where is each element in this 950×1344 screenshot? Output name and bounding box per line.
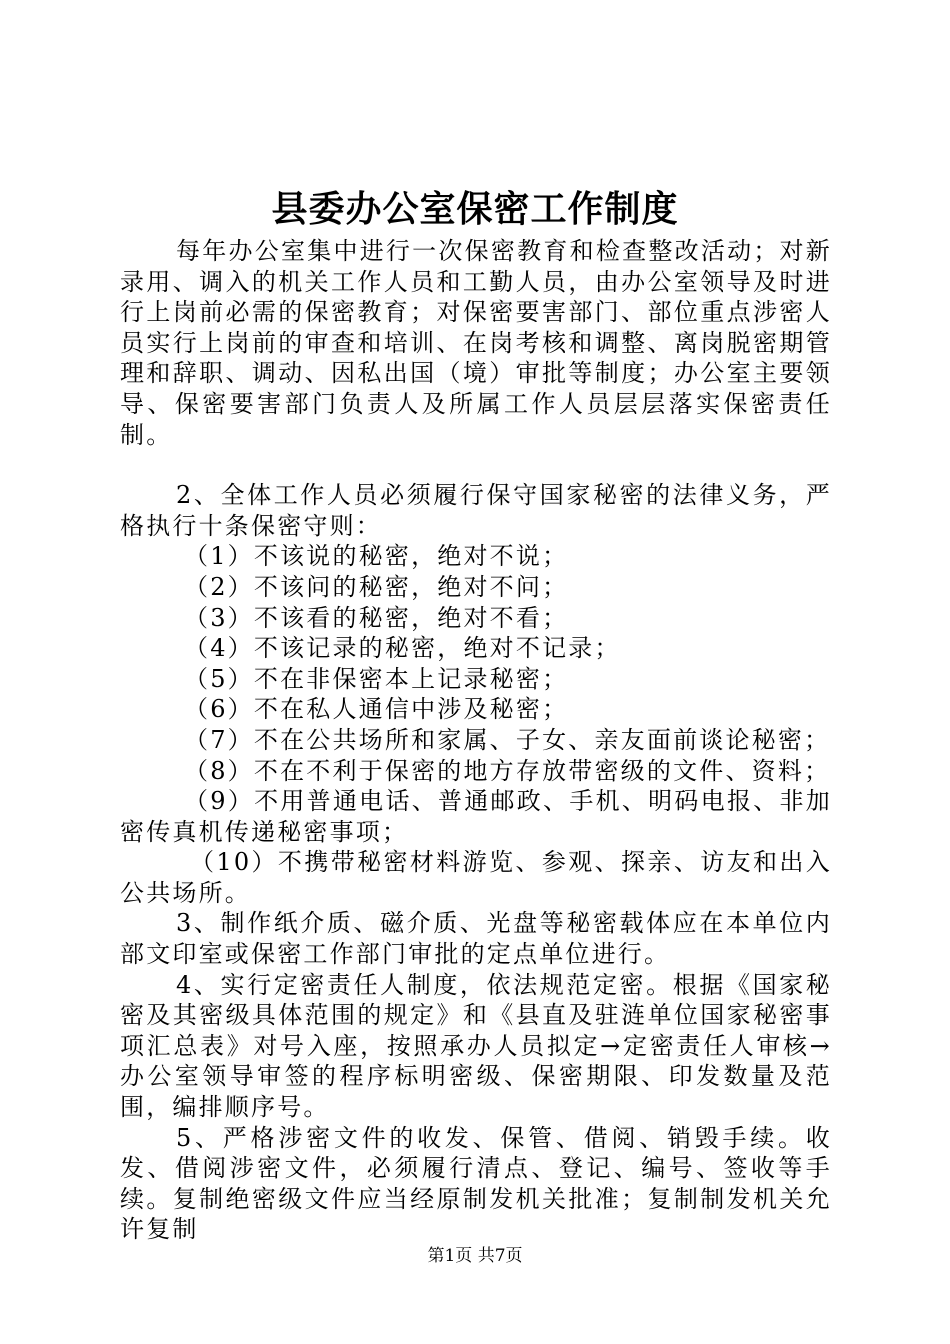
list-item: （6）不在私人通信中涉及秘密；	[184, 695, 569, 724]
paragraph-gap	[120, 450, 832, 480]
paragraph-rule-2: 2、全体工作人员必须履行保守国家秘密的法律义务，严格执行十条保密守则：	[120, 481, 832, 540]
paragraph-intro: 每年办公室集中进行一次保密教育和检查整改活动；对新录用、调入的机关工作人员和工勤人员，由办公室领导及时进行上岗前必需的保密教育；对保密要害部门、部位重点涉密人员实行上岗前的审查和培训、在岗考核和调整、离岗脱密期管理和辞职、调动、因私出国（境）审批等制度；办公室主要领导、保密要害部门负责人及所属工作人员层层落实保密责任制。	[120, 237, 832, 449]
list-item: （1）不该说的秘密，绝对不说；	[184, 542, 569, 571]
paragraph-rule-3: 3、制作纸介质、磁介质、光盘等秘密载体应在本单位内部文印室或保密工作部门审批的定点单位进行。	[120, 909, 832, 969]
list-item: （2）不该问的秘密，绝对不问；	[184, 572, 569, 601]
page-footer: 第1页 共7页	[427, 1246, 523, 1266]
document-title: 县委办公室保密工作制度	[271, 188, 679, 230]
document-body	[120, 236, 832, 1245]
list-item: （5）不在非保密本上记录秘密；	[184, 664, 569, 693]
list-item: （10）不携带秘密材料游览、参观、探亲、访友和出入公共场所。	[120, 848, 832, 907]
paragraph-rule-4: 4、实行定密责任人制度，依法规范定密。根据《国家秘密及其密级具体范围的规定》和《县直及驻涟单位国家秘密事项汇总表》对号入座，按照承办人员拟定→定密责任人审核→办公室领导审签的程序标明密级、保密期限、印发数量及范围，编排顺序号。	[120, 970, 832, 1122]
list-item: （3）不该看的秘密，绝对不看；	[184, 603, 569, 632]
list-item: （7）不在公共场所和家属、子女、亲友面前谈论秘密；	[184, 725, 831, 754]
paragraph-rule-5: 5、严格涉密文件的收发、保管、借阅、销毁手续。收发、借阅涉密文件，必须履行清点、登记、编号、签收等手续。复制绝密级文件应当经原制发机关批准；复制制发机关允许复制	[120, 1123, 832, 1244]
list-item: （8）不在不利于保密的地方存放带密级的文件、资料；	[184, 756, 831, 785]
list-item: （9）不用普通电话、普通邮政、手机、明码电报、非加密传真机传递秘密事项；	[120, 787, 832, 846]
list-item: （4）不该记录的秘密，绝对不记录；	[184, 634, 621, 663]
